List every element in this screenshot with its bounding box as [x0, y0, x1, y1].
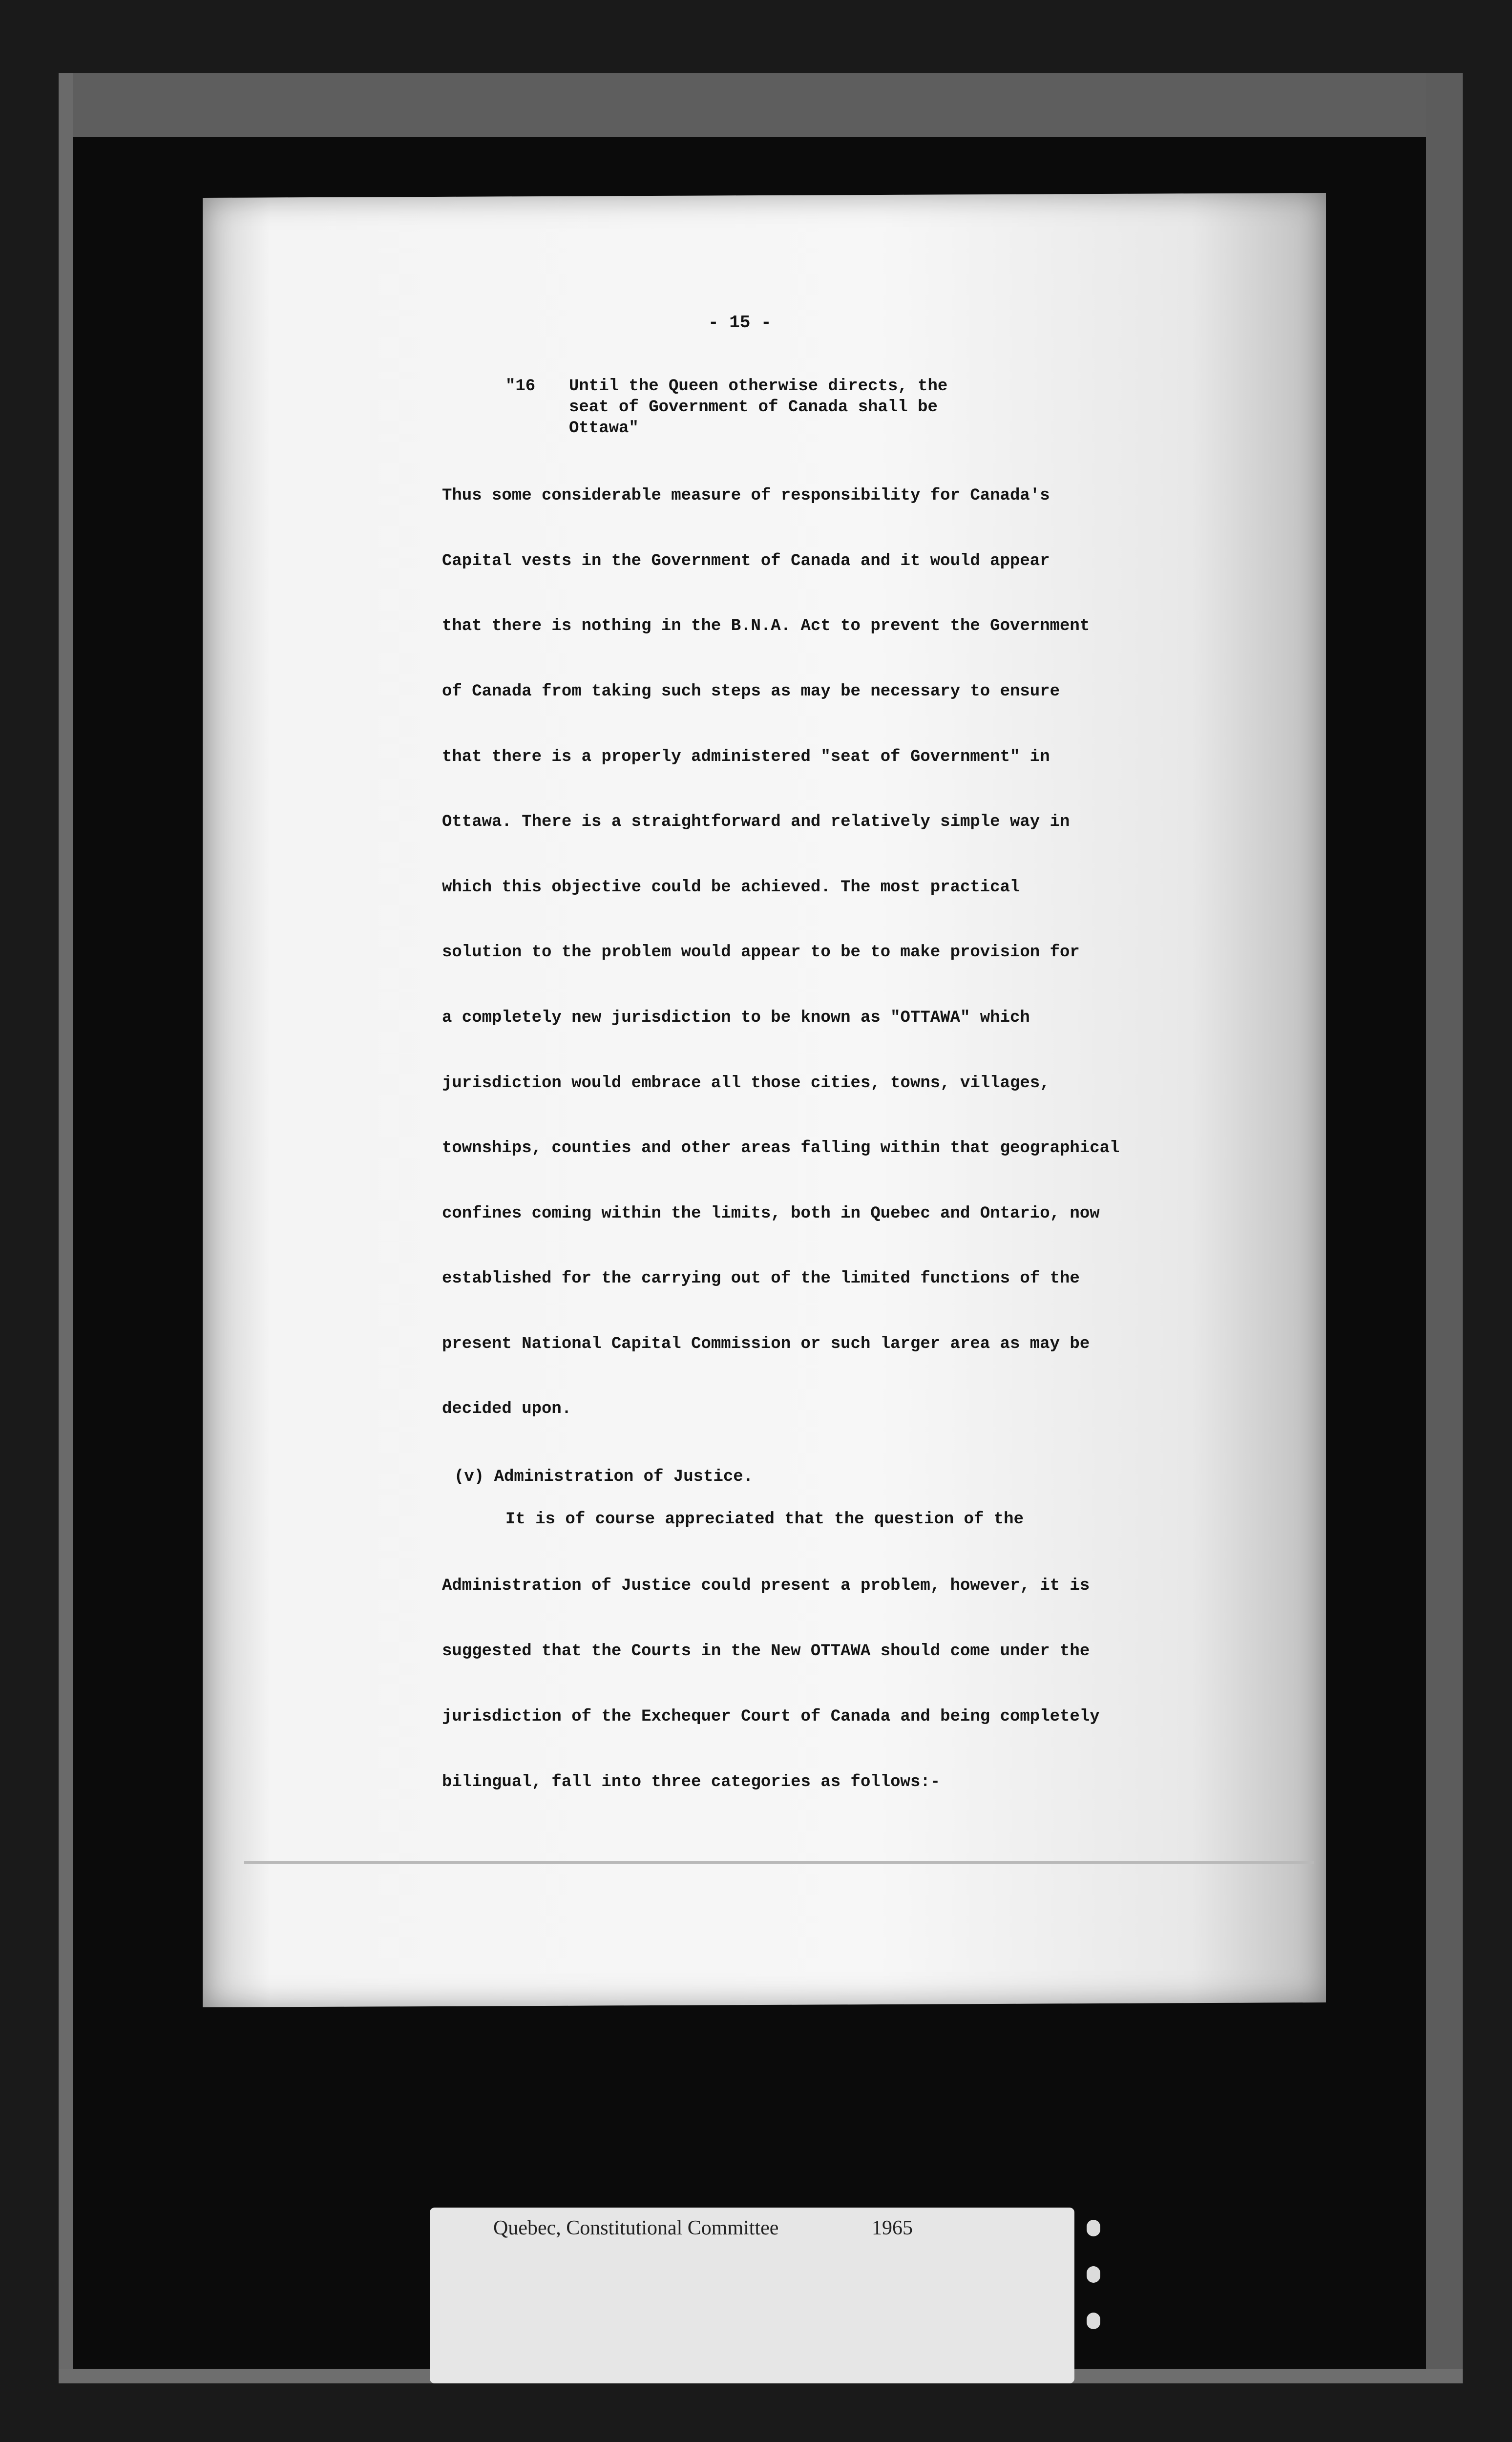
film-border-left — [59, 73, 73, 2383]
paragraph-line: Administration of Justice could present a problem, however, it is — [442, 1577, 1090, 1595]
section-heading: (v) Administration of Justice. — [454, 1468, 754, 1486]
label-year: 1965 — [872, 2217, 913, 2239]
paragraph-line: that there is nothing in the B.N.A. Act to prevent the Government — [442, 617, 1090, 635]
paragraph-line: solution to the problem would appear to be to make provision for — [442, 943, 1080, 962]
paragraph-line: It is of course appreciated that the question of the — [505, 1510, 1024, 1529]
document-page — [203, 193, 1326, 2007]
paragraph-line: jurisdiction of the Exchequer Court of Canada and being completely — [442, 1707, 1100, 1726]
paragraph-line: of Canada from taking such steps as may be necessary to ensure — [442, 682, 1060, 701]
quote-line: Ottawa" — [569, 419, 639, 438]
page-fold-line — [244, 1861, 1314, 1864]
paragraph-line: present National Capital Commission or such larger area as may be — [442, 1335, 1090, 1353]
label-title: Quebec, Constitutional Committee — [493, 2217, 779, 2239]
paragraph-line: suggested that the Courts in the New OTTAWA should come under the — [442, 1642, 1090, 1661]
paragraph-line: confines coming within the limits, both in Quebec and Ontario, now — [442, 1204, 1100, 1223]
film-border-right — [1426, 73, 1463, 2383]
paragraph-line: townships, counties and other areas falling within that geographical — [442, 1139, 1120, 1158]
film-sprocket-hole — [1087, 2266, 1100, 2283]
page-number: - 15 - — [708, 313, 772, 333]
paragraph-line: established for the carrying out of the limited functions of the — [442, 1269, 1080, 1288]
paragraph-line: bilingual, fall into three categories as follows:- — [442, 1773, 941, 1791]
paragraph-line: jurisdiction would embrace all those cities, towns, villages, — [442, 1074, 1050, 1093]
paragraph-line: a completely new jurisdiction to be known as "OTTAWA" which — [442, 1009, 1030, 1027]
film-border-top — [65, 73, 1456, 137]
paragraph-line: Capital vests in the Government of Canada and it would appear — [442, 552, 1050, 570]
paragraph-line: Ottawa. There is a straightforward and relatively simple way in — [442, 813, 1070, 831]
film-sprocket-hole — [1087, 2313, 1100, 2329]
paragraph-line: Thus some considerable measure of responsibility for Canada's — [442, 486, 1050, 505]
paragraph-line: that there is a properly administered "seat of Government" in — [442, 748, 1050, 766]
quote-section-number: "16 — [505, 377, 536, 396]
paragraph-line: decided upon. — [442, 1400, 572, 1418]
paragraph-line: which this objective could be achieved. The most practical — [442, 878, 1020, 897]
quote-line: seat of Government of Canada shall be — [569, 398, 938, 417]
quote-line: Until the Queen otherwise directs, the — [569, 377, 948, 396]
film-sprocket-hole — [1087, 2220, 1100, 2236]
